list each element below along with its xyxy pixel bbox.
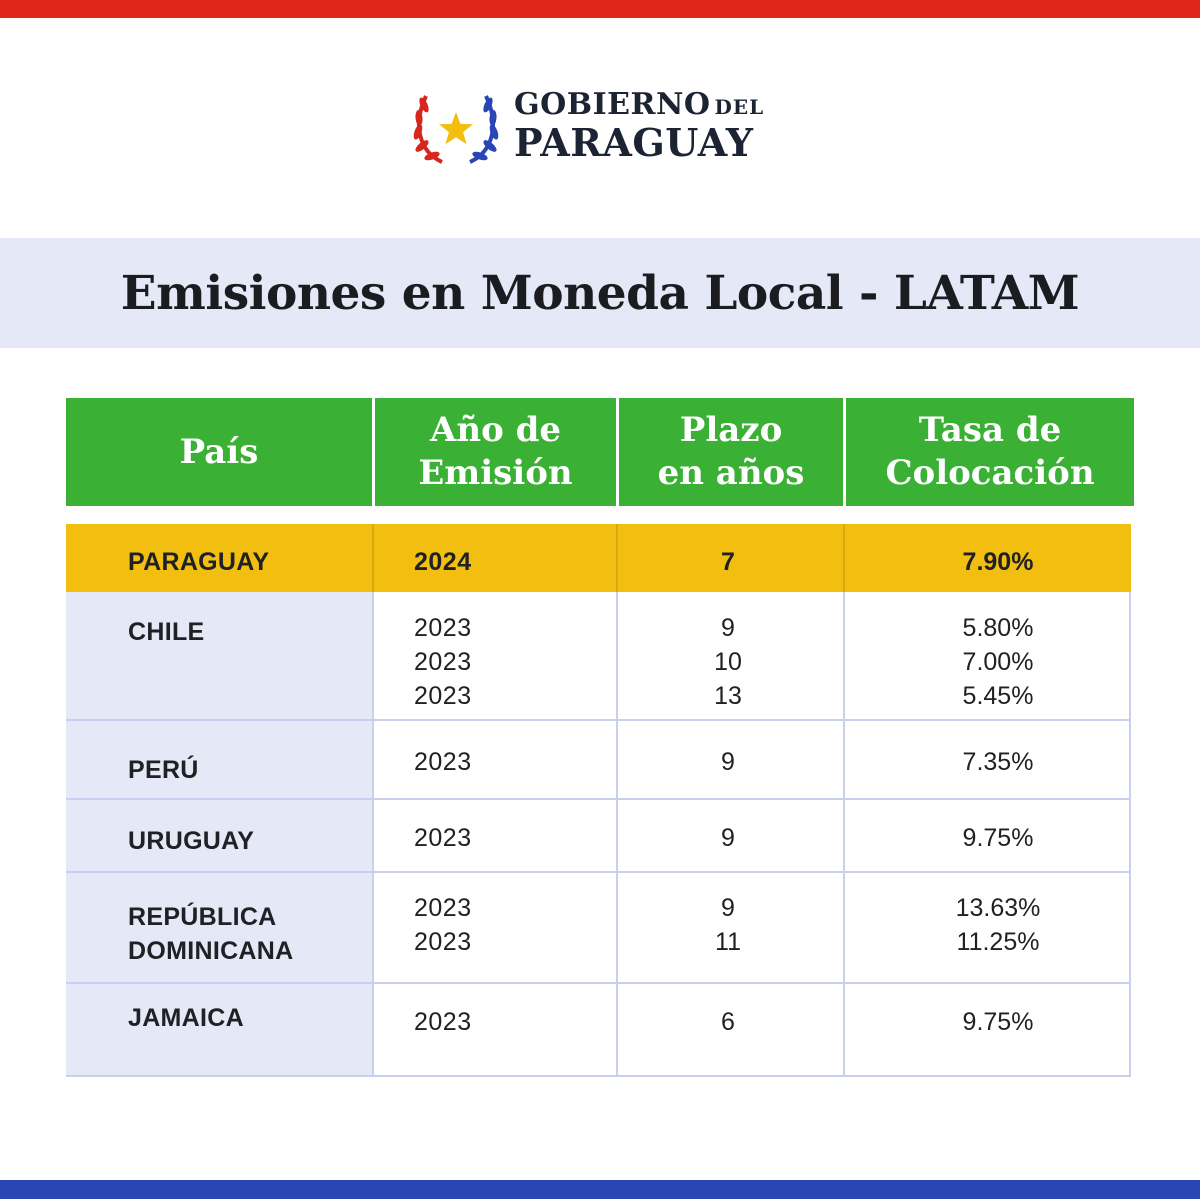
header-label: en años [657,453,805,493]
country-name: PERÚ [128,756,199,784]
header-label: Tasa de [918,410,1062,450]
country-name: REPÚBLICA [128,903,277,931]
header-label: Año de [429,410,562,450]
column-divider [616,592,618,1077]
term-cell [690,745,766,779]
header-ano-emision [375,398,616,506]
term-value: 11 [715,928,741,956]
column-divider [843,592,845,1077]
rate-cell [930,891,1066,959]
country-cell [128,824,254,858]
red-laurel-icon [412,96,442,162]
year-value: 2023 [414,682,472,710]
year-cell [414,821,494,855]
country-name: JAMAICA [128,1004,244,1032]
column-divider [372,524,374,592]
term-cell [690,1005,766,1039]
rate-cell [930,821,1066,855]
term-value: 9 [721,894,735,922]
rate-cell [930,745,1066,779]
year-cell [414,891,494,959]
country-cell [128,615,205,649]
rate-cell: 7.90% [962,548,1034,576]
header-label: Plazo [679,410,783,450]
country-name: PARAGUAY [128,548,270,576]
header-label: País [179,431,259,472]
country-name: DOMINICANA [128,937,294,965]
rate-cell [930,1005,1066,1039]
rate-value: 13.63% [955,894,1041,922]
header-label: Emisión [418,453,573,493]
term-value: 9 [721,748,735,776]
logo-line1-small: DEL [714,95,765,119]
year-cell: 2024 [414,548,472,576]
page-title: Emisiones en Moneda Local - LATAM [120,265,1080,321]
year-cell [414,1005,494,1039]
rate-value: 11.25% [956,928,1040,956]
row-divider [66,798,1131,800]
term-cell [690,821,766,855]
rate-value: 7.35% [962,748,1034,776]
header-tasa [846,398,1134,506]
year-value: 2023 [414,824,472,852]
rate-value: 5.45% [962,682,1034,710]
column-divider [372,592,374,1077]
star-icon [439,112,473,144]
rate-value: 9.75% [962,1008,1034,1036]
country-name: URUGUAY [128,827,255,855]
year-value: 2023 [414,648,472,676]
government-logo [412,86,772,168]
term-cell [690,891,766,959]
year-cell [414,745,494,779]
title-band [0,238,1200,348]
paraguay-emblem-icon [412,86,502,168]
year-cell [414,611,494,713]
row-divider [66,871,1131,873]
logo-line2: PARAGUAY [514,120,754,165]
rate-cell [930,611,1066,713]
row-divider [66,719,1131,721]
term-cell: 7 [721,548,735,576]
header-pais [66,398,372,506]
country-name: CHILE [128,618,205,646]
flag-blue-bar [0,1180,1200,1199]
rate-value: 7.00% [962,648,1034,676]
row-divider [66,982,1131,984]
country-cell [128,900,294,968]
header-plazo [619,398,843,506]
row-divider [66,1075,1131,1077]
year-value: 2023 [414,928,472,956]
term-value: 9 [721,614,735,642]
header-label: Colocación [885,453,1095,493]
year-value: 2023 [414,614,472,642]
column-divider [843,524,845,592]
term-value: 9 [721,824,735,852]
logo-wordmark [514,87,765,165]
year-value: 2023 [414,894,472,922]
blue-laurel-icon [470,96,500,162]
country-cell [128,753,199,787]
term-value: 6 [721,1008,735,1036]
year-value: 2023 [414,1008,472,1036]
country-cell [128,1001,244,1035]
term-value: 13 [714,682,742,710]
year-value: 2023 [414,748,472,776]
rate-value: 5.80% [962,614,1034,642]
term-cell [690,611,766,713]
rate-value: 9.75% [962,824,1034,852]
column-divider [1129,592,1131,1077]
column-divider [616,524,618,592]
logo-line1: GOBIERNO [514,87,711,122]
flag-red-bar [0,0,1200,18]
table-row-paraguay [128,545,269,579]
term-value: 10 [714,648,742,676]
